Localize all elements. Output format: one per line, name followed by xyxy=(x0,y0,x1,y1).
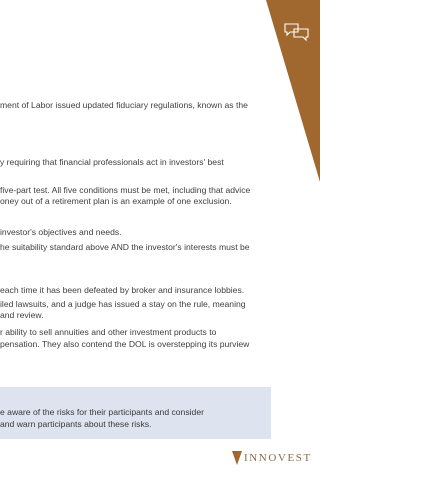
body-line-8: iled lawsuits, and a judge has issued a stay on the rule, meaning xyxy=(0,299,246,309)
triangle-logo-mark-icon xyxy=(232,451,242,470)
innovest-logo xyxy=(232,449,312,467)
body-line-2: y requiring that financial professionals act in investors' best xyxy=(0,157,224,167)
logo-text: INNOVEST xyxy=(244,452,312,464)
callout-line-1: e aware of the risks for their participants and consider xyxy=(0,407,204,417)
body-line-9: and review. xyxy=(0,310,44,320)
body-line-1: ment of Labor issued updated fiduciary regulations, known as the xyxy=(0,100,248,110)
callout-box xyxy=(0,387,271,439)
body-line-3: five-part test. All five conditions must be met, including that advice xyxy=(0,185,251,195)
body-line-5: investor's objectives and needs. xyxy=(0,227,122,237)
body-line-11: pensation. They also contend the DOL is overstepping its purview xyxy=(0,339,250,349)
callout-line-2: and warn participants about these risks. xyxy=(0,419,152,429)
chat-bubbles-icon xyxy=(283,22,311,42)
body-line-10: r ability to sell annuities and other investment products to xyxy=(0,327,217,337)
body-line-6: he suitability standard above AND the investor's interests must be xyxy=(0,242,250,252)
body-line-4: oney out of a retirement plan is an example of one exclusion. xyxy=(0,196,232,206)
body-line-7: each time it has been defeated by broker and insurance lobbies. xyxy=(0,285,245,295)
